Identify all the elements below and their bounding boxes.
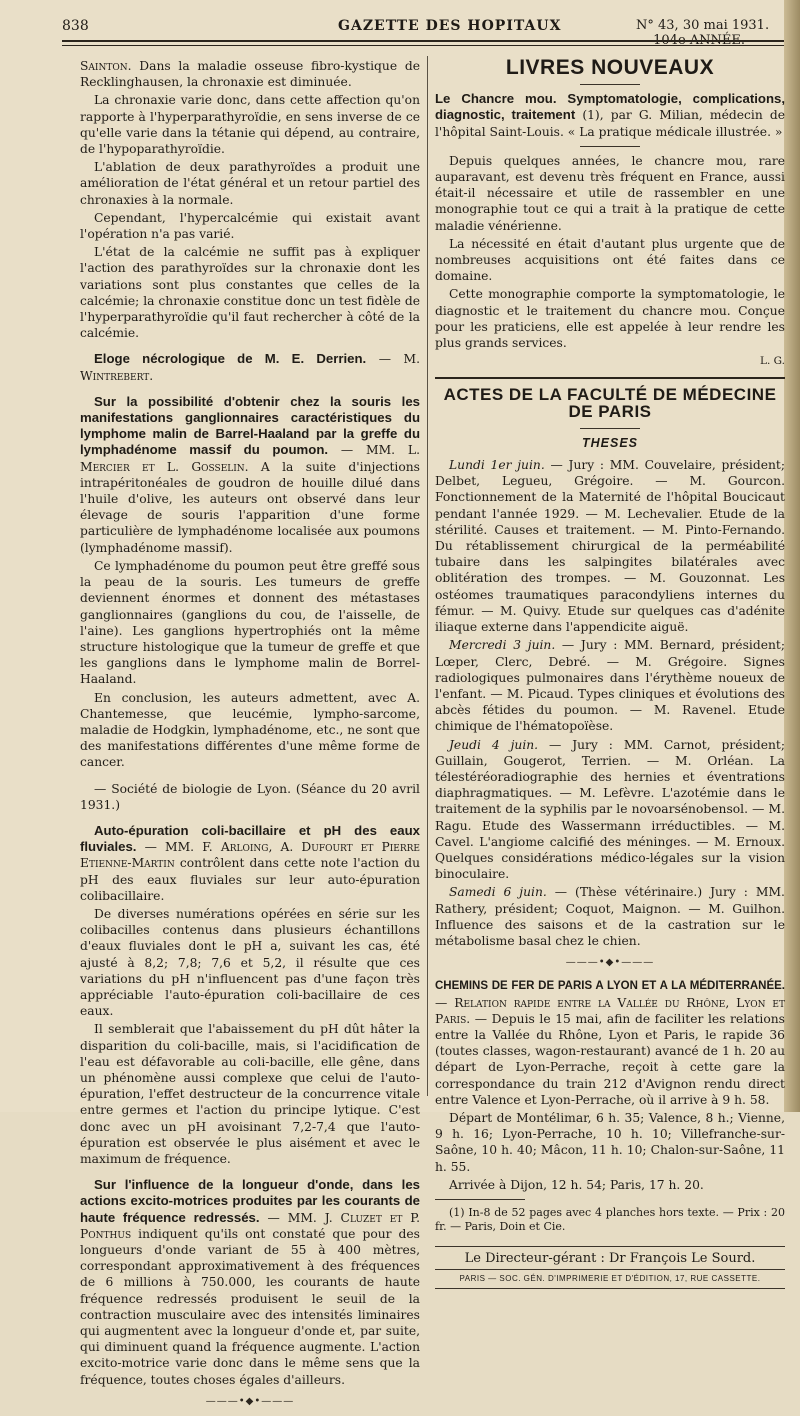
printer-imprint: PARIS — SOC. GÉN. D'IMPRIMERIE ET D'ÉDITION, 17, RUE CASSETTE. <box>435 1269 785 1289</box>
right-column <box>435 58 785 1289</box>
livres-heading: LIVRES NOUVEAUX <box>505 56 715 79</box>
ornament-divider: ———•◆•——— <box>205 1395 295 1407</box>
paragraph: Il semblerait que l'abaissement du pH dût hâter la disparition du coli-bacille, mais, si l'acidification de l'eau est défavorable au coli-bacille, elle gêne, dans un phénomène aussi complexe que celui de l'auto-épuration, l'effet destructeur de la concurrence vitale entre germes et l'action du principe lytique. C'est donc avec un pH avoisinant 7,2-7,4 que l'auto-épuration est observée le plus aisément et avec le maximum de fréquence. <box>80 1022 420 1166</box>
paragraph: En conclusion, les auteurs admettent, avec A. Chantemesse, que leucémie, lympho-sarcome, maladie de Hodgkin, lymphadénome, etc., ne sont que des manifestations différentes d'une même forme de cancer. <box>80 690 420 770</box>
signature-initials: L. G. <box>760 355 785 368</box>
theses-heading: THESES <box>581 435 638 450</box>
footnote: (1) In-8 de 52 pages avec 4 planches hors texte. — Prix : 20 fr. — Paris, Doin et Cie. <box>435 1206 785 1233</box>
page-spine-shadow <box>784 0 800 1112</box>
article-eloge: Eloge nécrologique de M. E. Derrien. — M. Wintrebert. <box>80 351 420 383</box>
left-column <box>80 58 420 1416</box>
theses-samedi: Samedi 6 juin. — (Thèse vétérinaire.) Jury : MM. Rathery, président; Coquot, Maignon. — M. Guilhon. Influence des saisons et de la castration sur le métabolisme basal chez le chien. <box>435 885 785 948</box>
paragraph: Cette monographie comporte la symptomatologie, le diagnostic et le traitement du chancre mou. Conçue pour les praticiens, elle est appelée à leur rendre les plus grands services. <box>435 287 785 351</box>
directeur-gerant: Le Directeur-gérant : Dr François Le Sourd. <box>435 1246 785 1267</box>
short-rule <box>580 146 640 147</box>
article-souris: Sur la possibilité d'obtenir chez la souris les manifestations ganglionnaires caractéristiques du lymphome malin de Barrel-Haaland par la greffe du lymphadénome massif du poumon. — MM. L. Mercier et L. Gosselin. A la suite d'injections intrapéritonéales de goudron de houille dilué dans l'huile d'olive, les auteurs ont observé dans leur élevage de souris l'apparition d'une forme particulière de lymphadénome localisée aux poumons (lymphadénome massif). <box>80 393 420 555</box>
paragraph: L'ablation de deux parathyroïdes a produit une amélioration de l'état général et un retour partiel des chronaxies à la normale. <box>80 160 420 207</box>
page-header <box>62 14 782 48</box>
paragraph: Depuis quelques années, le chancre mou, rare auparavant, est devenu très fréquent en France, aussi était-il nécessaire et utile de rassembler en une monographie tout ce qui a trait à la pratique de cette maladie vénérienne. <box>435 153 785 233</box>
paragraph: La nécessité en était d'autant plus urgente que de nombreuses acquisitions ont été faites dans ce domaine. <box>435 236 785 284</box>
short-rule <box>580 428 640 429</box>
paragraph: Arrivée à Dijon, 12 h. 54; Paris, 17 h. 20. <box>449 1177 704 1192</box>
header-rule <box>62 40 784 46</box>
page-number: 838 <box>62 18 89 34</box>
article-longueur-onde: Sur l'influence de la longueur d'onde, dans les actions excito-motrices produites par les courants de haute fréquence redressés. — MM. J. Cluzet et P. Ponthus indiquent qu'ils ont constaté que pour des longueurs d'onde variant de 55 à 400 mètres, correspondant approximativement à des fréquences de 6 millions à 750.000, les courants de haute fréquence redressés produisent le seuil de la contraction musculaire avec des intensités liminaires qui augmentent avec la longueur d'onde et, par suite, qui diminuent quand la fréquence augmente. L'action excito-motrice varie donc dans le même sens que la fréquence, toutes choses égales d'ailleurs. <box>80 1177 420 1387</box>
paragraph: Ce lymphadénome du poumon peut être greffé sous la peau de la souris. Les tumeurs de greffe deviennent énormes et donnent des métastases ganglionnaires (ganglions du cou, de l'aisselle, de l'aine). Les ganglions hypertrophiés ont la même structure histologique que la tumeur de greffe et que les ganglions dans le lymphome malin de Borrel-Haaland. <box>80 558 420 687</box>
theses-jeudi: Jeudi 4 juin. — Jury : MM. Carnot, président; Guillain, Gougerot, Terrien. — M. Orléan. La télestéréoradiographie des hernies et éventrations diaphragmatiques. — M. Lefèvre. L'azotémie dans le traitement de la syphilis par le novoarsénobensol. — M. Ragu. Etude des Wassermann irréductibles. — M. Cavel. L'angiome calcifié des méninges. — M. Ernoux. Quelques considérations médico-légales sur la vision binoculaire. <box>435 737 785 882</box>
article-chemins-de-fer: CHEMINS DE FER DE PARIS A LYON ET A LA MÉDITERRANÉE. — Relation rapide entre la Vallée du Rhône, Lyon et Paris. — Depuis le 15 mai, afin de faciliter les relations entre la Vallée du Rhône, Lyon et Paris, le rapide 36 (toutes classes, wagon-restaurant) avancé de 1 h. 20 au départ de Lyon-Perrache, reçoit à cette gare la correspondance du train 212 d'Avignon rendu direct entre Valence et Lyon-Perrache, où il arrive à 9 h. 58. <box>435 980 785 1107</box>
issue-info: N° 43, 30 mai 1931. — 104e ANNÉE. <box>636 18 770 48</box>
paragraph: Départ de Montélimar, 6 h. 35; Valence, 8 h.; Vienne, 9 h. 16; Lyon-Perrache, 10 h. 10; Villefranche-sur-Saône, 10 h. 40; Mâcon, 11 h. 10; Chalon-sur-Saône, 11 h. 55. <box>435 1110 785 1174</box>
short-rule <box>580 84 640 85</box>
society-heading: — Société de biologie de Lyon. (Séance du 20 avril 1931.) <box>80 781 420 812</box>
paragraph: L'état de la calcémie ne suffit pas à expliquer l'action des parathyroïdes sur la chronaxie dont les variations sont plus constantes que celles de la calcémie; la chronaxie constitue donc un test fidèle de l'hyperparathyroïdie qu'il faut rechercher à côté de la calcémie. <box>80 245 420 341</box>
actes-heading: ACTES DE LA FACULTÉ DE MÉDECINE DE PARIS <box>443 385 777 421</box>
journal-title: GAZETTE DES HOPITAUX <box>338 18 562 34</box>
theses-mercredi: Mercredi 3 juin. — Jury : MM. Bernard, président; Lœper, Clerc, Debré. — M. Grégoire. Signes radiologiques pulmonaires dans l'érythème noueux de l'enfant. — M. Picaud. Types cliniques et évolutions des abcès fétides du poumon. — M. Ravenel. Etude chimique de l'hématopoïèse. <box>435 638 785 734</box>
section-rule <box>435 377 785 379</box>
book-entry: Le Chancre mou. Symptomatologie, complications, diagnostic, traitement (1), par G. Milian, médecin de l'hôpital Saint-Louis. « La pratique médicale illustrée. » <box>435 91 785 139</box>
paragraph: De diverses numérations opérées en série sur les colibacilles contenus dans plusieurs échantillons d'eaux fluviales dont le pH a, suivant les cas, été ajusté à 8,2; 7,8; 7,6 et 5,2, il résulte que ces variations du pH n'influencent pas d'une façon très appréciable l'auto-épuration coli-bacillaire de ces eaux. <box>80 906 420 1019</box>
theses-lundi: Lundi 1er juin. — Jury : MM. Couvelaire, président; Delbet, Legueu, Grégoire. — M. Gourcon. Fonctionnement de la Maternité de l'hôpital Boucicaut pendant l'année 1929. — M. Lechevalier. Etude de la stérilité. Causes et traitement. — M. Pinto-Fernando. Du rétablissement chirurgical de la perméabilité tubaire dans les salpingites bilatérales avec oblitération des trompes. — M. Gouzonnat. Les ostéomes traumatiques paracondyliens internes du fémur. — M. Quivy. Etude sur quelques cas d'adénite iliaque externe dans l'appendicite aiguë. <box>435 458 785 635</box>
footnote-rule <box>435 1199 525 1200</box>
column-divider <box>427 56 428 1096</box>
article-auto-epuration: Auto-épuration coli-bacillaire et pH des eaux fluviales. — MM. F. Arloing, A. Dufourt et Pierre Etienne-Martin contrôlent dans cette note l'action du pH des eaux fluviales sur leur auto-épuration colibacillaire. <box>80 822 420 903</box>
paragraph: La chronaxie varie donc, dans cette affection qu'on rapporte à l'hyperparathyroïdie, en sens inverse de ce qu'elle varie dans la tétanie qui dépend, au contraire, de l'hypoparathyroïdie. <box>80 93 420 157</box>
paragraph: Sainton. Dans la maladie osseuse fibro-kystique de Recklinghausen, la chronaxie est diminuée. <box>80 59 420 90</box>
paragraph: Cependant, l'hypercalcémie qui existait avant l'opération n'a pas varié. <box>80 210 420 242</box>
ornament-divider: ———•◆•——— <box>565 957 655 969</box>
